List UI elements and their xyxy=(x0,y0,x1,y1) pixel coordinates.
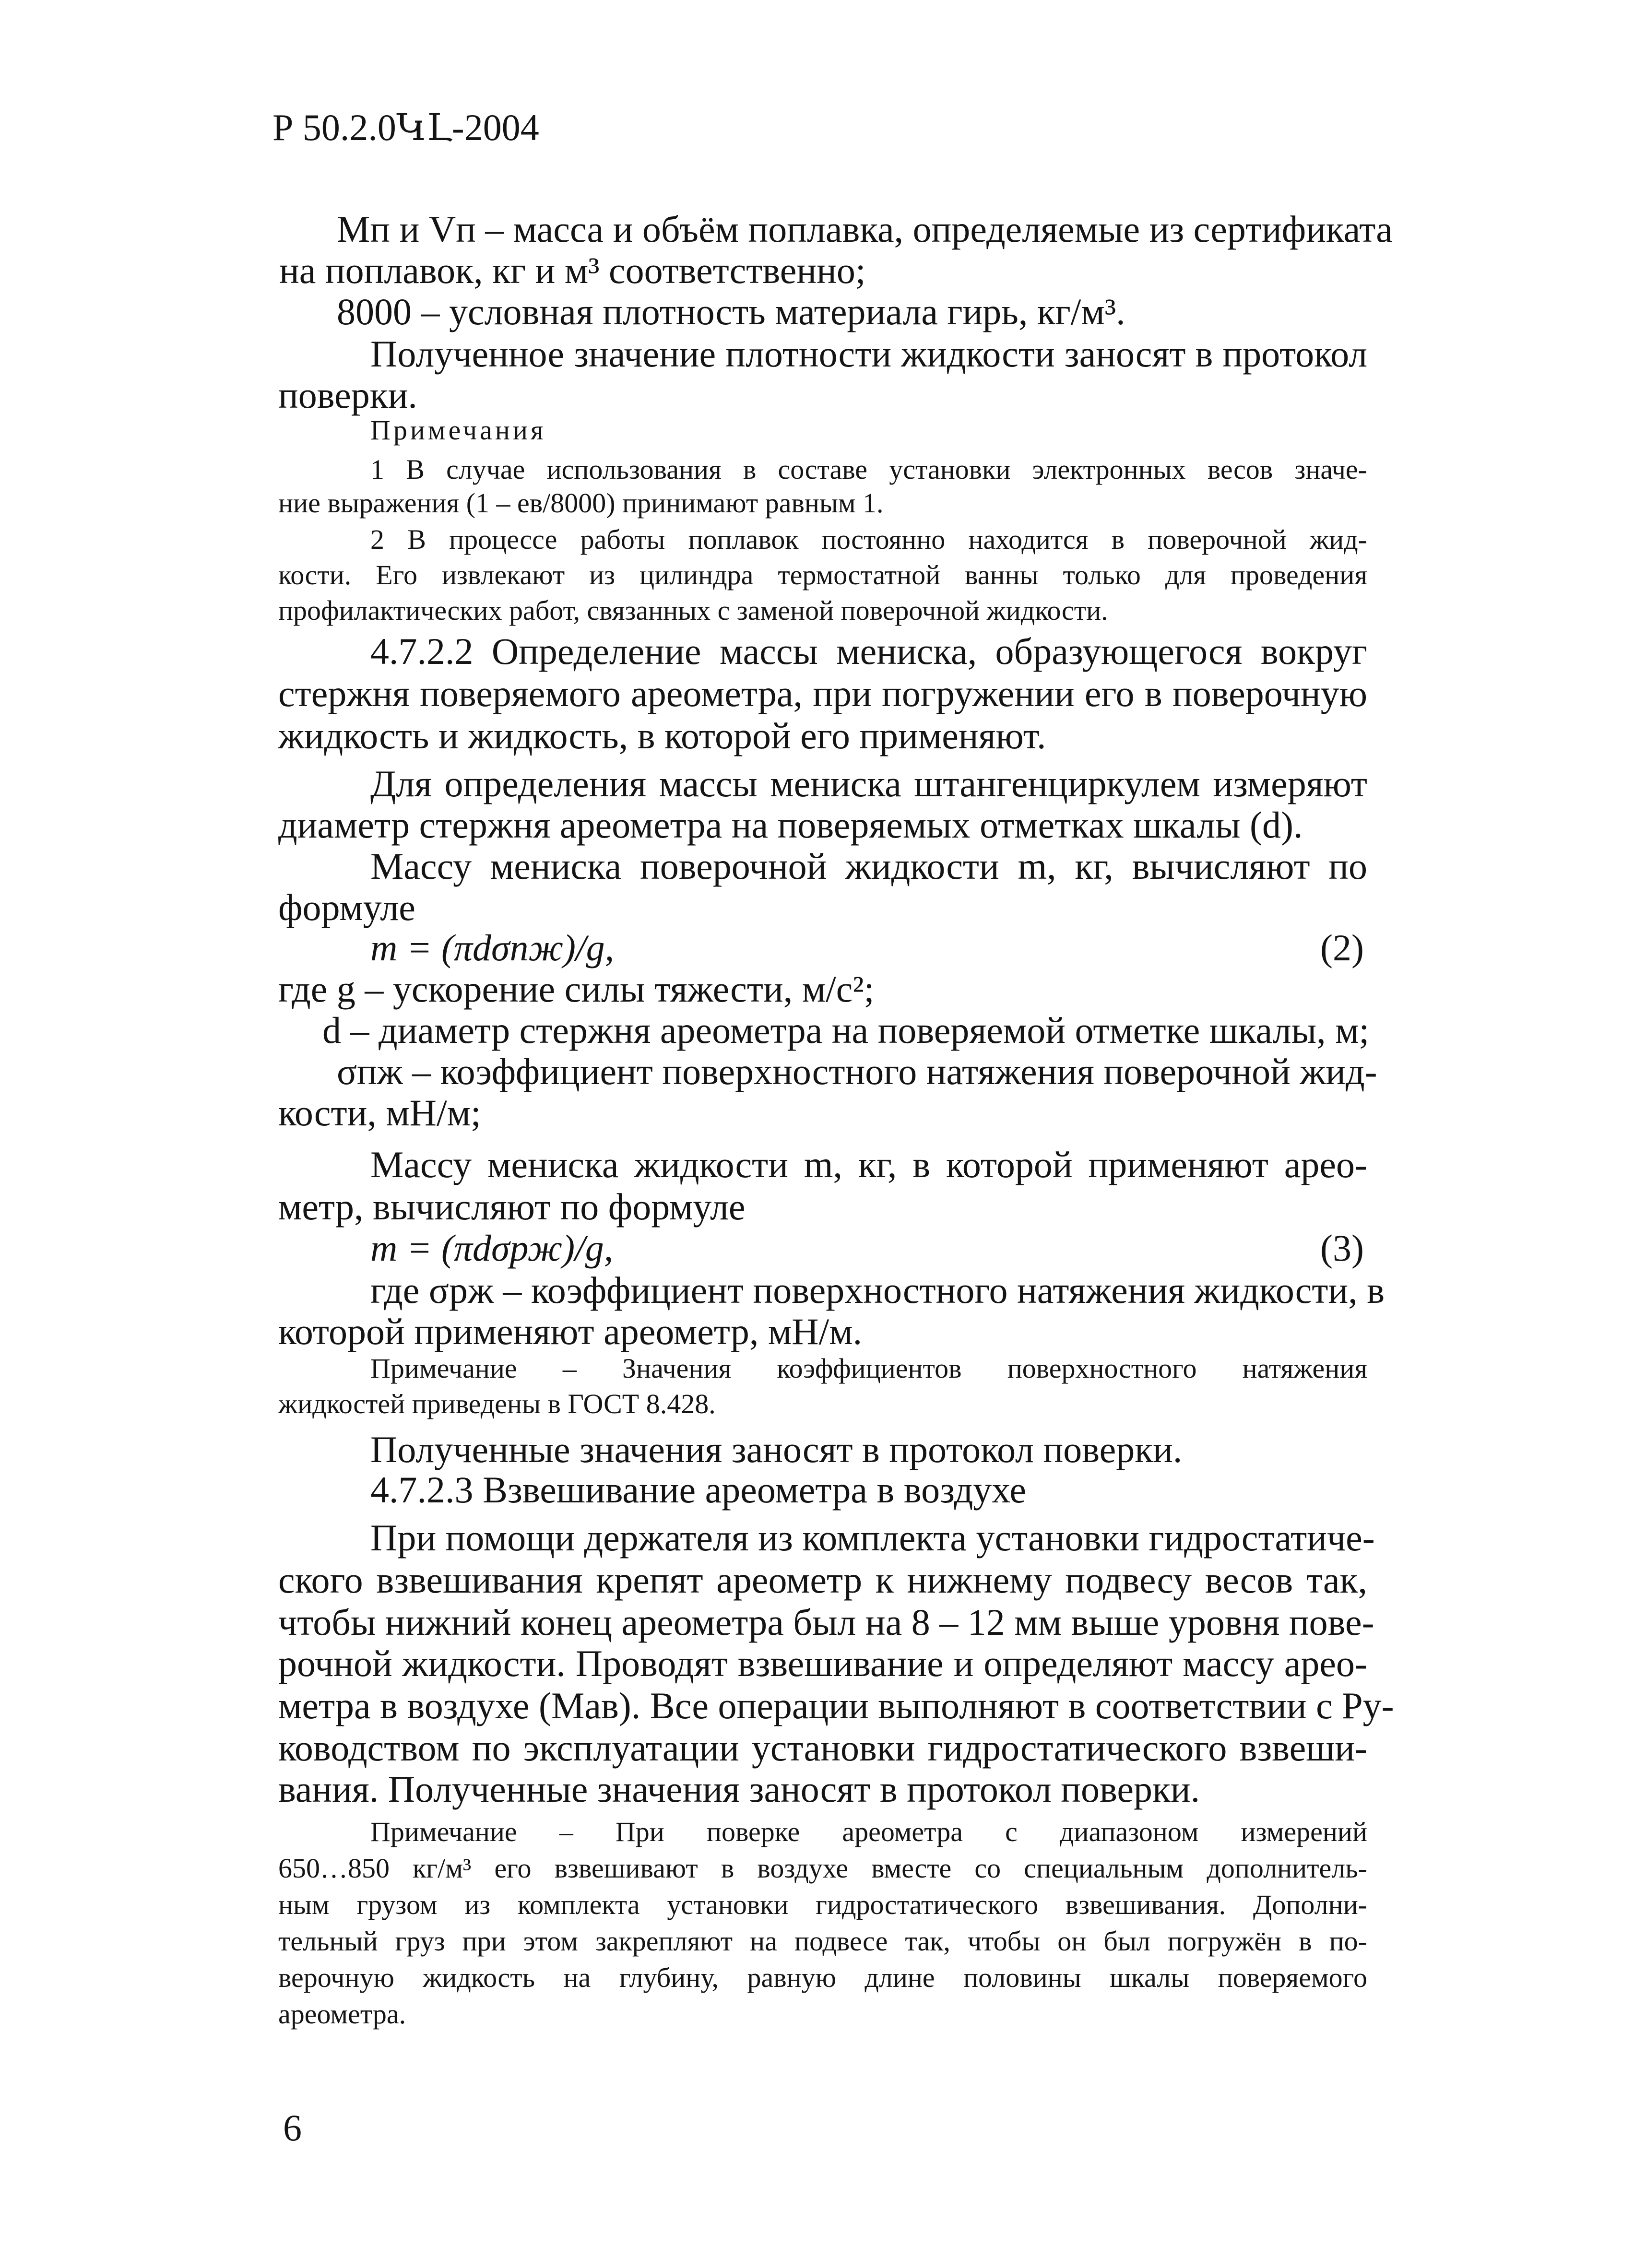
document-code-header: Р 50.2.0ԿԼ-2004 xyxy=(272,106,539,148)
text-line: ского взвешивания крепят ареометр к нижнему подвесу весов так, xyxy=(278,1559,1367,1601)
text-line: где σрж – коэффициент поверхностного натяжения жидкости, в xyxy=(370,1269,1385,1311)
note-line: тельный груз при этом закрепляют на подвесе так, чтобы он был погружён в по- xyxy=(278,1925,1367,1957)
note-line: жидкостей приведены в ГОСТ 8.428. xyxy=(278,1388,716,1419)
text-line: При помощи держателя из комплекта установки гидростатиче- xyxy=(370,1517,1375,1559)
text-line: d – диаметр стержня ареометра на поверяемой отметке шкалы, м; xyxy=(322,1009,1370,1051)
text-line: метр, вычисляют по формуле xyxy=(278,1186,746,1228)
text-line: Полученные значения заносят в протокол поверки. xyxy=(370,1429,1183,1470)
text-line: где g – ускорение силы тяжести, м/с²; xyxy=(278,968,875,1010)
section-heading-line: 4.7.2.3 Взвешивание ареометра в воздухе xyxy=(370,1469,1026,1511)
note-line: Примечание – При поверке ареометра с диапазоном измерений xyxy=(370,1816,1367,1847)
note-line: ние выражения (1 – eв/8000) принимают равным 1. xyxy=(278,487,884,519)
text-line: Массу мениска жидкости m, кг, в которой применяют арео- xyxy=(370,1144,1367,1185)
text-line: чтобы нижний конец ареометра был на 8 – 12 мм выше уровня пове- xyxy=(278,1601,1374,1643)
formula-2: m = (πdσпж)/g, xyxy=(370,927,615,969)
text-line: 8000 – условная плотность материала гирь, кг/м³. xyxy=(337,291,1125,332)
text-line: вания. Полученные значения заносят в протокол поверки. xyxy=(278,1768,1200,1810)
text-line: кости, мН/м; xyxy=(278,1092,481,1134)
page-number: 6 xyxy=(283,2107,302,2149)
text-line: Массу мениска поверочной жидкости m, кг, вычисляют по xyxy=(370,845,1367,887)
section-heading-line: жидкость и жидкость, в которой его применяют. xyxy=(278,715,1046,756)
text-line: поверки. xyxy=(278,374,417,416)
text-line: диаметр стержня ареометра на поверяемых отметках шкалы (d). xyxy=(278,804,1303,846)
equation-number-2: (2) xyxy=(1320,927,1364,969)
note-line: 650…850 кг/м³ его взвешивают в воздухе вместе со специальным дополнитель- xyxy=(278,1853,1367,1884)
note-line: ареометра. xyxy=(278,1998,406,2030)
text-line: на поплавок, кг и м³ соответственно; xyxy=(279,249,866,291)
note-line: 2 В процессе работы поплавок постоянно находится в поверочной жид- xyxy=(370,524,1367,555)
formula-3: m = (πdσрж)/g, xyxy=(370,1227,614,1269)
section-heading-line: 4.7.2.2 Определение массы мениска, образующегося вокруг xyxy=(370,630,1367,672)
note-line: верочную жидкость на глубину, равную длине половины шкалы поверяемого xyxy=(278,1962,1367,1993)
note-line: Примечание – Значения коэффициентов поверхностного натяжения xyxy=(370,1353,1367,1384)
note-line: ным грузом из комплекта установки гидростатического взвешивания. Дополни- xyxy=(278,1889,1367,1920)
notes-heading: Примечания xyxy=(370,414,546,446)
text-line: Mп и Vп – масса и объём поплавка, определяемые из сертификата xyxy=(337,208,1393,250)
text-line: ководством по эксплуатации установки гидростатического взвеши- xyxy=(278,1727,1367,1769)
note-line: кости. Его извлекают из цилиндра термостатной ванны только для проведения xyxy=(278,559,1367,591)
section-heading-line: стержня поверяемого ареометра, при погружении его в поверочную xyxy=(278,673,1367,714)
text-line: Полученное значение плотности жидкости заносят в протокол xyxy=(370,333,1367,375)
text-line: Для определения массы мениска штангенциркулем измеряют xyxy=(370,763,1367,804)
text-line: σпж – коэффициент поверхностного натяжения поверочной жид- xyxy=(337,1051,1377,1092)
text-line: метра в воздухе (Mав). Все операции выполняют в соответствии с Ру- xyxy=(278,1685,1394,1726)
note-line: профилактических работ, связанных с заменой поверочной жидкости. xyxy=(278,595,1108,626)
text-line: формуле xyxy=(278,886,415,928)
equation-number-3: (3) xyxy=(1320,1227,1364,1269)
text-line: рочной жидкости. Проводят взвешивание и определяют массу арео- xyxy=(278,1642,1367,1684)
text-line: которой применяют ареометр, мН/м. xyxy=(278,1311,863,1352)
note-line: 1 В случае использования в составе установки электронных весов значе- xyxy=(370,454,1367,485)
